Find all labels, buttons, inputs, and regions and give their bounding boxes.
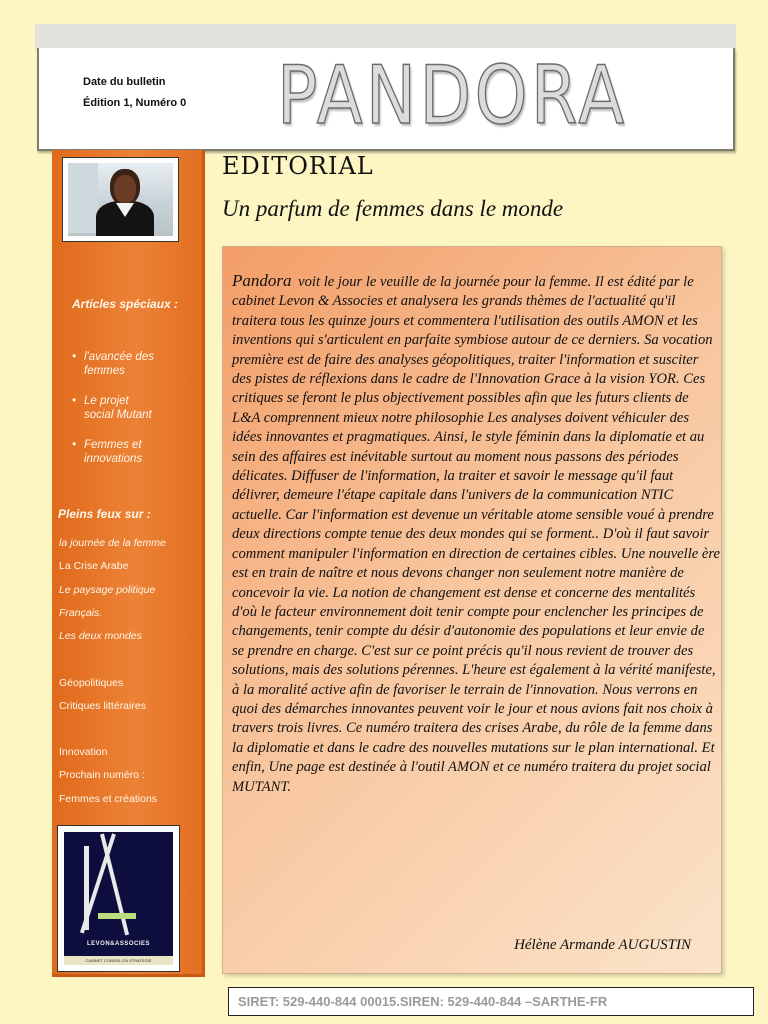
articles-heading: Articles spéciaux : [72,297,179,311]
article-headline: Un parfum de femmes dans le monde [222,196,564,221]
next-item: Prochain numéro : [59,769,145,781]
list-item[interactable]: • Le projet social Mutant [72,394,157,422]
logo-name: LEVON&ASSOCIES [86,941,150,947]
header-meta [83,72,186,114]
topic-link[interactable]: Critiques littéraires [59,700,146,712]
date-label: Date du bulletin [83,76,166,88]
next-item[interactable]: Innovation [59,746,108,758]
footer-registration: SIRET: 529-440-844 00015.SIREN: 529-440-844 –SARTHE-FR [228,987,754,1016]
sidebar [52,150,205,977]
logo-tagline: CABINET CONSEIL EN STRATEGIE [64,956,173,965]
article-lead: Pandora [232,271,292,290]
spotlight-link[interactable]: Français. [59,607,103,619]
edition-label: Édition 1, Numéro 0 [83,97,187,109]
author-photo [62,157,179,242]
article-body [232,271,720,797]
top-strip [35,24,736,50]
topic-link[interactable]: Géopolitiques [59,677,124,689]
article-box [222,246,722,974]
list-item[interactable]: • l'avancée des femmes [72,350,197,378]
next-item[interactable]: Femmes et créations [59,793,158,805]
section-title: EDITORIAL [222,152,374,180]
list-item[interactable]: • Femmes et innovations [72,438,177,466]
spotlight-link[interactable]: La Crise Arabe [59,560,129,572]
author-signature: Hélène Armande AUGUSTIN [514,937,691,953]
newsletter-header [37,48,735,151]
spotlight-heading: Pleins feux sur : [58,507,151,521]
articles-list [72,350,197,482]
spotlight-link[interactable]: Les deux mondes [59,630,142,642]
company-logo [57,825,180,972]
spotlight-link[interactable]: la journée de la femme [59,537,166,549]
article-text: voit le jour le veuille de la journée pour la femme. Il est édité par le cabinet Levon & Associes et analysera les grands thèmes de l'actualité qu'il traitera tous les quinze jours et commentera l'utilisation des outils AMON et les inventions qui s'articulent en parfaite symbiose autour de ce derniers. Sa vocation première est de faire des analyses géopolitiques, traiter l'information et susciter des pistes de réflexions dans le cadre de l'Innovation Grace à la vision YOR. Ces critiques se feront le plus objectivement possibles afin que les futurs clients de L&A comprennent mieux notre philosophie Les analyses doivent véhiculer des idées innovantes et pragmatiques. Ainsi, le style féminin dans la diplomatie et au sein des affaires est inévitable surtout au moment nous passons des périodes délicates. Diffuser de l'information, la traiter et savoir le message qu'il faut délivrer, demeure l'étape capitale dans l'univers de la communication NTIC actuelle. Car l'information est devenue un véritable atome sensible voué à prendre deux directions compte tenue des deux mondes qui se forment.. D'où il faut savoir comment manipuler l'information en direction de certaines cibles. Une nouvelle ère est en train de naître et nous devons changer non seulement notre manière de concevoir la vie. La notion de changement est dense et concerne des mentalités d'où le facteur environnement doit tenir compte pour enclencher les principes de changements, tenir compte du désir d'autonomie des populations et leur envie de se prendre en charge. C'est sur ce point précis qu'il nous revient de trouver des solutions, mais des solutions pérennes. L'heure est également à la vérité manifeste, à la moralité active afin de favoriser le terrain de l'innovation. Nous verrons en quoi des démarches innovantes peuvent voir le jour et nous avions fait nos choix à travers trois livres. Ce numéro traitera des crises Arabe, du rôle de la femme dans la diplomatie et dans le cadre des nouvelles mutations sur le plan international. Et enfin, Une page est destinée à l'outil AMON et ce numéro traitera du projet social MUTANT. [232,274,720,795]
spotlight-link[interactable]: Le paysage politique [59,584,156,596]
masthead-title: PANDORA [277,49,628,142]
